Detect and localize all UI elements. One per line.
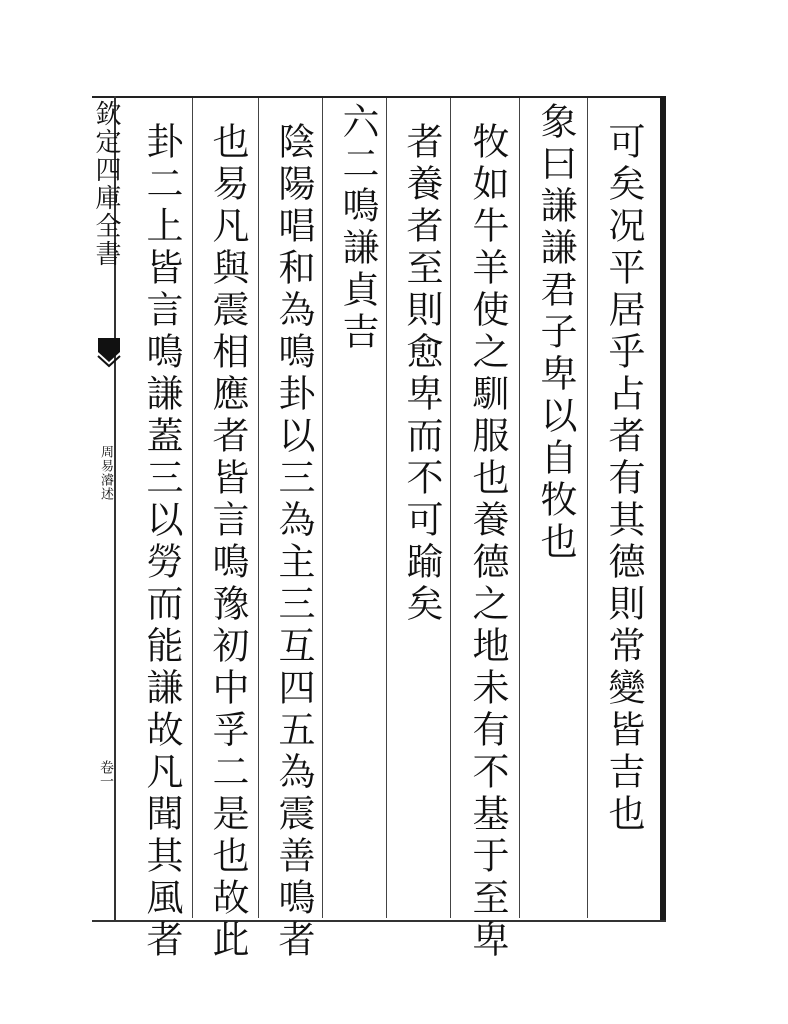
text-column-5: 六二鳴謙貞吉 <box>336 102 379 354</box>
text-column-2: 象曰謙謙君子卑以自牧也 <box>534 102 577 564</box>
page-number: 卷一 <box>98 760 114 788</box>
column-rule <box>587 98 588 918</box>
text-column-7: 也易凡與震相應者皆言鳴豫初中孚二是也故此 <box>206 122 249 962</box>
text-column-8: 卦二上皆言鳴謙蓋三以勞而能謙故凡聞其風者 <box>140 122 183 962</box>
frame-right-border <box>660 96 666 922</box>
column-rule <box>386 98 387 918</box>
book-title: 欽定四庫全書 <box>91 100 121 268</box>
text-column-4: 者養者至則愈卑而不可踰矣 <box>400 122 443 626</box>
text-column-3: 牧如牛羊使之馴服也養德之地未有不基于至卑 <box>466 122 509 962</box>
fish-tail-mark-icon <box>96 336 122 376</box>
column-rule <box>450 98 451 918</box>
column-rule <box>519 98 520 918</box>
column-rule <box>322 98 323 918</box>
text-column-1: 可矣况平居乎占者有其德則常變皆吉也 <box>602 122 645 836</box>
column-rule <box>192 98 193 918</box>
column-rule <box>258 98 259 918</box>
text-column-6: 陰陽唱和為鳴卦以三為主三互四五為震善鳴者 <box>272 122 315 962</box>
book-subtitle: 周易濬述 <box>98 445 113 501</box>
frame-top-border <box>92 96 664 98</box>
